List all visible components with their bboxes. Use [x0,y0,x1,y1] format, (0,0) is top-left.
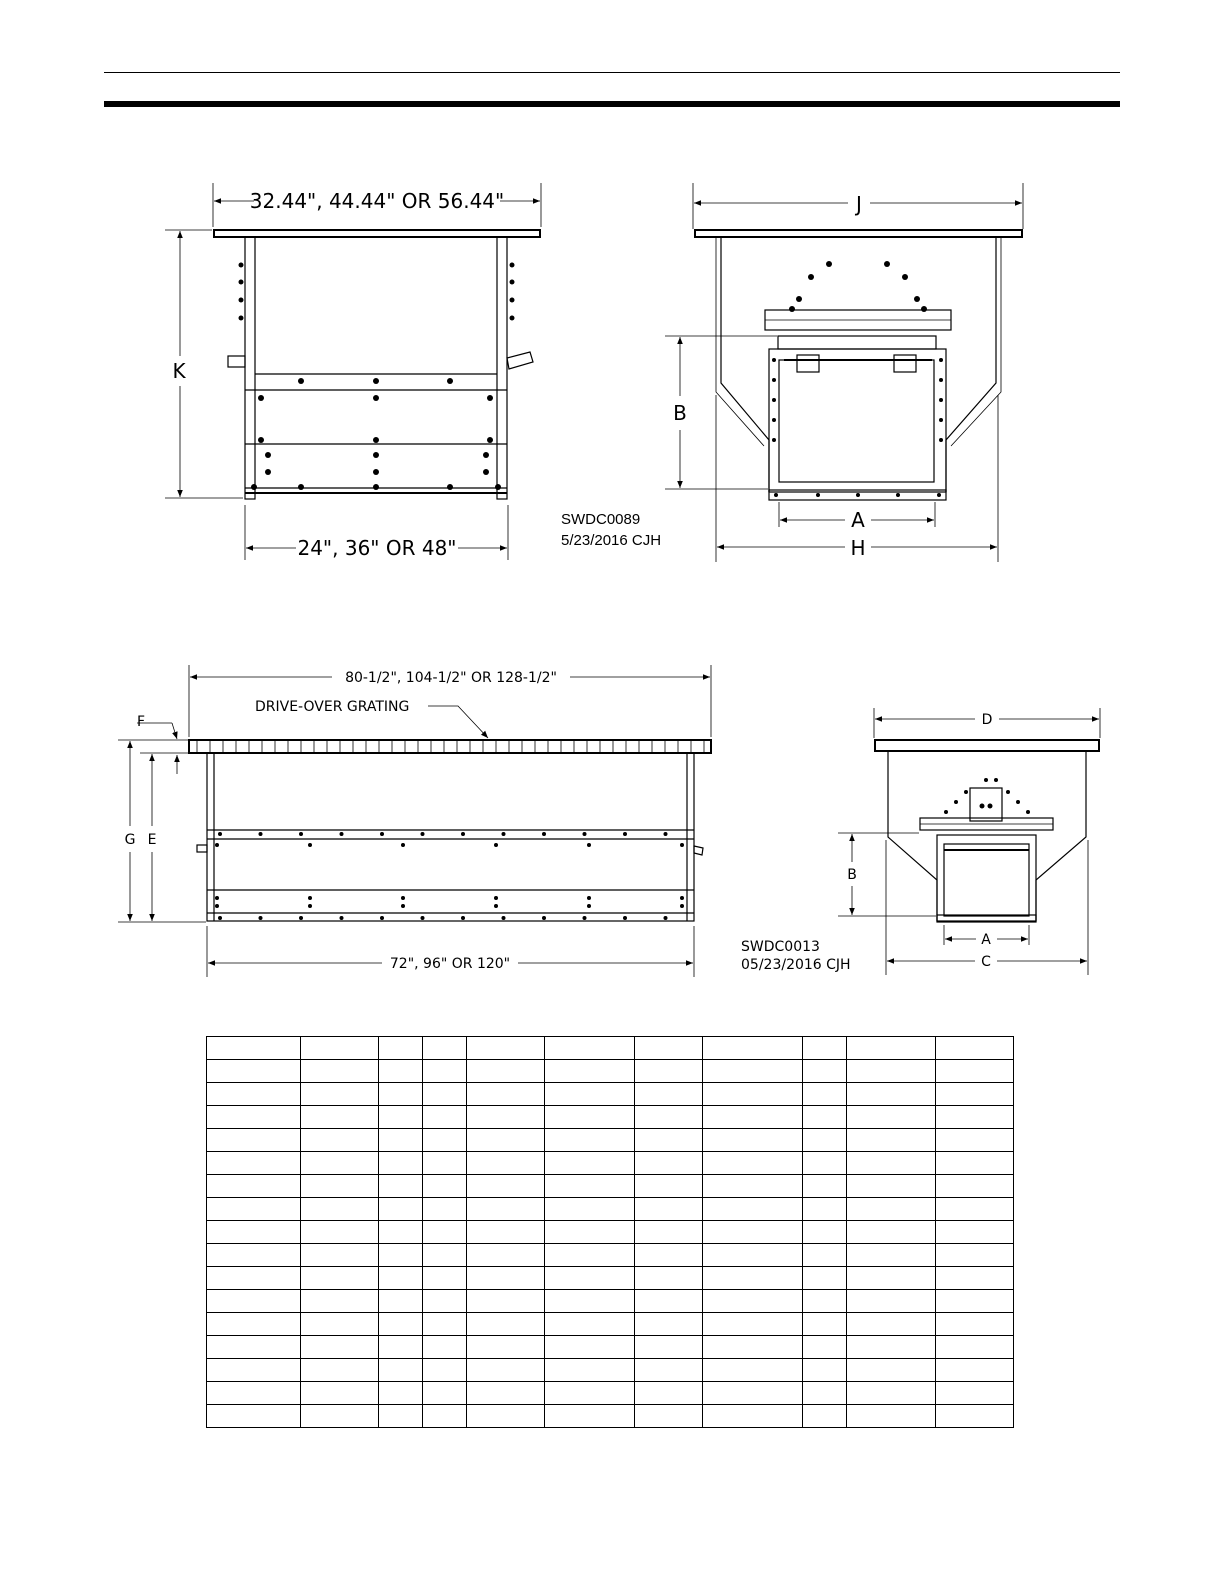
table-row [207,1405,1014,1428]
table-cell [936,1313,1014,1336]
table-cell [207,1359,301,1382]
table-row [207,1129,1014,1152]
table-cell [803,1221,847,1244]
table-cell [423,1152,467,1175]
table-cell [635,1267,703,1290]
table-cell [936,1244,1014,1267]
table-cell [467,1037,545,1060]
table-cell [467,1175,545,1198]
drawing-front-view [165,183,661,560]
table-cell [847,1175,936,1198]
table-cell [803,1290,847,1313]
label-g: G [124,832,136,848]
table-cell [803,1129,847,1152]
table-cell [545,1129,635,1152]
table-row [207,1244,1014,1267]
drawing-code: SWDC0089 [561,511,641,528]
table-cell [467,1152,545,1175]
table-cell [847,1290,936,1313]
table-cell [635,1359,703,1382]
table-cell [545,1060,635,1083]
table-cell [423,1359,467,1382]
table-cell [423,1198,467,1221]
table-cell [545,1313,635,1336]
table-cell [803,1336,847,1359]
table-cell [847,1083,936,1106]
drawing-date: 5/23/2016 CJH [561,532,662,549]
table-cell [467,1244,545,1267]
table-cell [847,1060,936,1083]
table-cell [936,1175,1014,1198]
table-cell [207,1106,301,1129]
table-row [207,1060,1014,1083]
dimensions-table [206,1036,1014,1428]
drawing-code-2: SWDC0013 [741,939,820,955]
table-cell [703,1382,803,1405]
table-cell [635,1405,703,1428]
table-cell [467,1106,545,1129]
table-cell [207,1129,301,1152]
table-cell [847,1221,936,1244]
table-row [207,1382,1014,1405]
table-cell [635,1313,703,1336]
table-cell [207,1244,301,1267]
table-row [207,1037,1014,1060]
table-cell [423,1060,467,1083]
table-cell [545,1106,635,1129]
table-cell [207,1198,301,1221]
table-cell [635,1060,703,1083]
table-cell [379,1382,423,1405]
table-cell [703,1175,803,1198]
table-cell [423,1244,467,1267]
grating-label: DRIVE-OVER GRATING [255,699,410,715]
table-cell [467,1336,545,1359]
label-a-small: A [981,932,991,948]
table-cell [207,1175,301,1198]
table-cell [635,1129,703,1152]
table-cell [635,1290,703,1313]
table-cell [936,1106,1014,1129]
drawing-date-2: 05/23/2016 CJH [741,957,851,973]
table-cell [703,1336,803,1359]
table-cell [936,1152,1014,1175]
table-cell [803,1198,847,1221]
table-cell [301,1129,379,1152]
table-cell [423,1037,467,1060]
table-cell [301,1336,379,1359]
table-cell [803,1083,847,1106]
table-cell [301,1060,379,1083]
table-cell [379,1221,423,1244]
table-cell [847,1129,936,1152]
table-cell [635,1221,703,1244]
table-cell [847,1198,936,1221]
table-cell [423,1267,467,1290]
table-cell [936,1290,1014,1313]
table-cell [379,1106,423,1129]
table-cell [423,1106,467,1129]
table-cell [936,1198,1014,1221]
table-cell [467,1129,545,1152]
table-cell [423,1221,467,1244]
table-cell [379,1152,423,1175]
table-cell [545,1290,635,1313]
table-cell [301,1313,379,1336]
table-cell [379,1175,423,1198]
table-row [207,1267,1014,1290]
table-cell [703,1244,803,1267]
table-cell [635,1244,703,1267]
table-cell [635,1382,703,1405]
height-k-label: K [172,359,186,383]
label-c: C [981,954,991,970]
table-cell [301,1359,379,1382]
table-cell [301,1244,379,1267]
table-cell [207,1083,301,1106]
table-cell [847,1267,936,1290]
table-cell [847,1405,936,1428]
table-cell [847,1382,936,1405]
table-cell [207,1382,301,1405]
bottom-width-label: 24", 36" OR 48" [297,536,457,560]
table-cell [301,1221,379,1244]
table-cell [847,1037,936,1060]
table-cell [703,1106,803,1129]
table-cell [847,1244,936,1267]
table-cell [379,1037,423,1060]
table-cell [803,1382,847,1405]
table-cell [803,1244,847,1267]
table-cell [803,1313,847,1336]
table-row [207,1336,1014,1359]
table-cell [847,1336,936,1359]
top-length-label: 80-1/2", 104-1/2" OR 128-1/2" [345,670,557,686]
table-cell [703,1313,803,1336]
table-cell [379,1267,423,1290]
table-cell [467,1290,545,1313]
label-h: H [850,536,866,560]
table-cell [423,1382,467,1405]
label-j: J [856,192,862,216]
table-cell [936,1060,1014,1083]
table-cell [379,1313,423,1336]
table-cell [379,1083,423,1106]
label-d: D [981,712,993,728]
table-cell [467,1382,545,1405]
table-row [207,1221,1014,1244]
table-cell [423,1083,467,1106]
table-row [207,1175,1014,1198]
table-cell [467,1313,545,1336]
table-cell [545,1382,635,1405]
table-cell [635,1152,703,1175]
label-f: F [136,714,145,730]
table-cell [803,1106,847,1129]
table-cell [936,1359,1014,1382]
label-b-small: B [847,867,857,883]
table-cell [703,1198,803,1221]
table-cell [301,1198,379,1221]
table-cell [545,1267,635,1290]
table-cell [703,1037,803,1060]
table-cell [301,1267,379,1290]
table-cell [703,1083,803,1106]
table-cell [847,1152,936,1175]
table-cell [936,1267,1014,1290]
top-width-label: 32.44", 44.44" OR 56.44" [249,189,505,213]
table-cell [467,1405,545,1428]
table-cell [703,1060,803,1083]
table-cell [803,1037,847,1060]
table-cell [936,1336,1014,1359]
table-cell [207,1060,301,1083]
table-cell [207,1221,301,1244]
table-cell [207,1336,301,1359]
table-cell [936,1129,1014,1152]
table-cell [803,1060,847,1083]
table-cell [847,1106,936,1129]
table-cell [545,1152,635,1175]
table-cell [379,1336,423,1359]
table-cell [635,1106,703,1129]
table-cell [423,1290,467,1313]
table-row [207,1152,1014,1175]
table-cell [207,1313,301,1336]
table-row [207,1313,1014,1336]
table-cell [301,1083,379,1106]
table-cell [545,1359,635,1382]
table-cell [847,1359,936,1382]
table-cell [379,1198,423,1221]
table-cell [301,1175,379,1198]
table-cell [423,1175,467,1198]
table-cell [635,1037,703,1060]
table-cell [207,1290,301,1313]
table-cell [803,1152,847,1175]
table-cell [635,1198,703,1221]
table-cell [545,1244,635,1267]
table-cell [301,1290,379,1313]
table-cell [803,1175,847,1198]
table-cell [703,1129,803,1152]
table-cell [207,1037,301,1060]
table-cell [635,1336,703,1359]
table-row [207,1198,1014,1221]
table-cell [803,1405,847,1428]
table-cell [301,1405,379,1428]
table-cell [207,1405,301,1428]
table-cell [423,1336,467,1359]
table-cell [301,1106,379,1129]
label-b: B [673,401,687,425]
drawing-side-view [118,665,711,977]
table-row [207,1290,1014,1313]
table-cell [936,1037,1014,1060]
table-cell [635,1083,703,1106]
table-cell [467,1221,545,1244]
table-cell [703,1221,803,1244]
table-cell [936,1382,1014,1405]
table-cell [379,1359,423,1382]
table-cell [379,1290,423,1313]
table-cell [936,1083,1014,1106]
label-a: A [851,508,865,532]
bottom-length-label: 72", 96" OR 120" [389,956,511,972]
table-cell [467,1359,545,1382]
table-cell [379,1129,423,1152]
table-cell [847,1313,936,1336]
table-cell [467,1267,545,1290]
table-cell [207,1152,301,1175]
drawing-end-view [665,183,1023,562]
table-cell [379,1244,423,1267]
table-cell [467,1060,545,1083]
table-cell [423,1313,467,1336]
table-cell [467,1198,545,1221]
drawing-small-end-view [741,708,1100,975]
table-row [207,1106,1014,1129]
table-cell [423,1129,467,1152]
table-cell [301,1152,379,1175]
table-cell [545,1221,635,1244]
table-cell [467,1083,545,1106]
table-cell [703,1152,803,1175]
table-cell [379,1060,423,1083]
table-cell [545,1336,635,1359]
label-e: E [147,832,157,848]
table-row [207,1359,1014,1382]
table-cell [301,1037,379,1060]
table-cell [545,1037,635,1060]
table-cell [803,1359,847,1382]
table-cell [803,1267,847,1290]
table-cell [545,1083,635,1106]
table-row [207,1083,1014,1106]
table-cell [936,1405,1014,1428]
table-cell [423,1405,467,1428]
table-cell [207,1267,301,1290]
table-cell [545,1175,635,1198]
table-cell [703,1405,803,1428]
table-cell [545,1198,635,1221]
table-cell [379,1405,423,1428]
table-cell [301,1382,379,1405]
table-cell [635,1175,703,1198]
table-cell [936,1221,1014,1244]
table-cell [703,1359,803,1382]
table-cell [703,1267,803,1290]
table-cell [703,1290,803,1313]
table-cell [545,1405,635,1428]
